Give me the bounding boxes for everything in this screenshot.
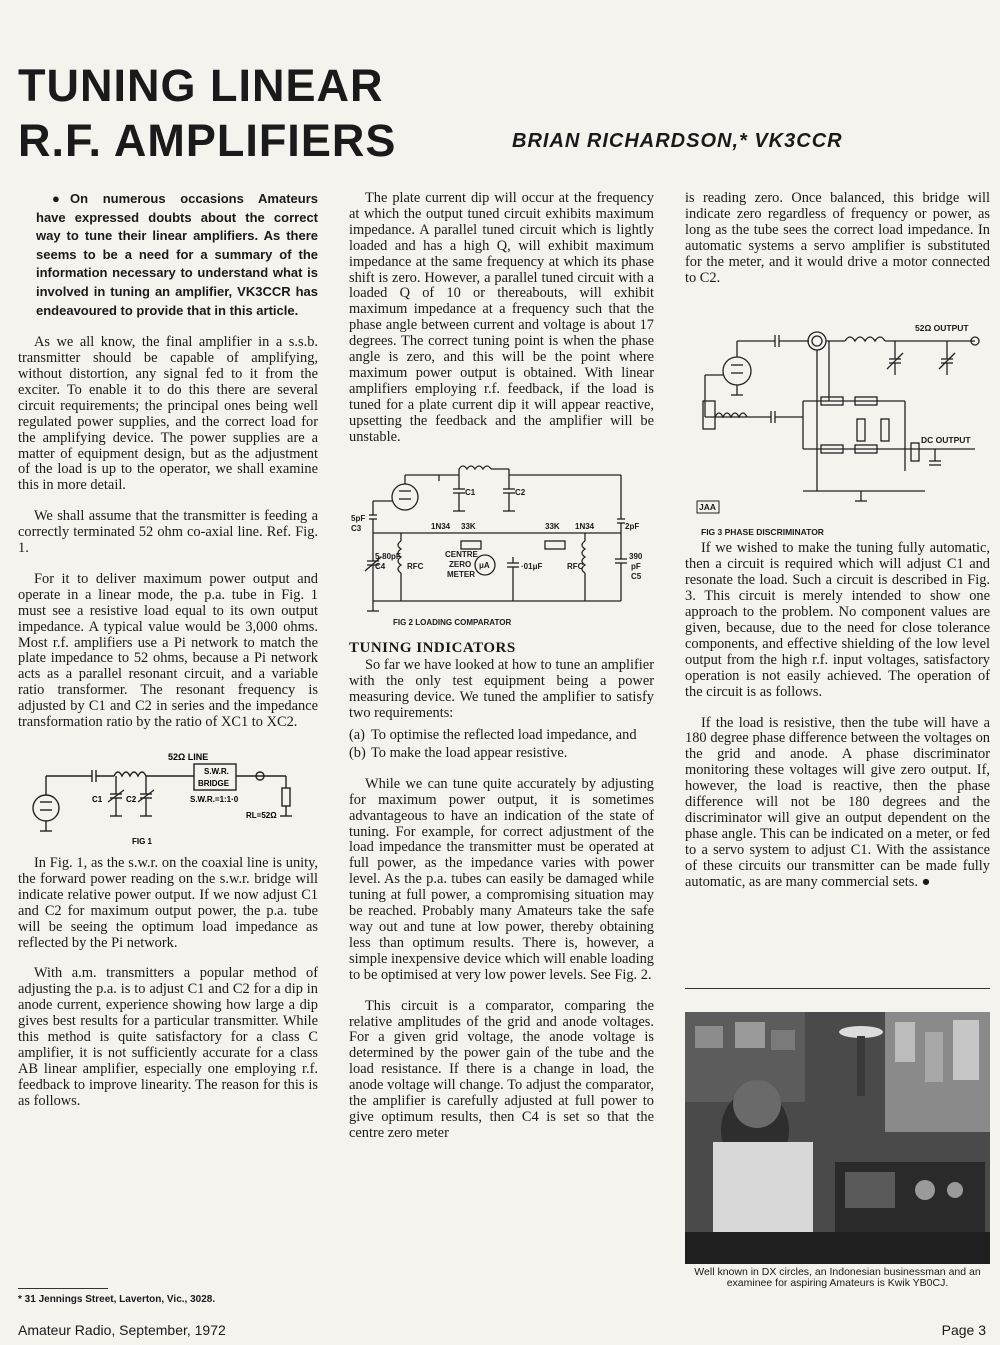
fig2-c1: C1: [465, 487, 476, 497]
fig2-meter-line1: CENTRE: [445, 549, 478, 559]
requirements-list: [349, 728, 654, 762]
fig2-c4-label: C4: [375, 561, 386, 571]
footer-page-number: Page 3: [941, 1322, 986, 1338]
paragraph: So far we have looked at how to tune an amplifier with the only test equipment being a power measuring device. We tuned the amplifier to satisfy two requirements:: [349, 657, 654, 722]
paragraph: [685, 716, 990, 891]
fig1-line-label: 52Ω LINE: [168, 752, 209, 762]
fig2-rfc2: RFC: [567, 561, 584, 571]
figure-3-circuit: [685, 301, 990, 541]
footnote-rule: [18, 1288, 108, 1289]
fig2-cap-mid: ·01μF: [521, 561, 543, 571]
fig2-c5-value: 390: [629, 551, 643, 561]
column-3: [685, 191, 990, 905]
title-line-1: TUNING LINEAR: [18, 60, 384, 111]
end-mark-icon: ●: [921, 873, 931, 890]
footer-publication: Amateur Radio, September, 1972: [18, 1322, 226, 1338]
fig2-meter-line2: ZERO: [449, 559, 472, 569]
fig2-rfc1: RFC: [407, 561, 424, 571]
fig1-swr-ratio: S.W.R.=1:1·0: [190, 795, 239, 804]
fig2-c5-unit: pF: [631, 561, 641, 571]
list-item: [349, 728, 654, 744]
paragraph: If we wished to make the tuning fully automatic, then a circuit is required which will adjust C1 and resonate the load. Such a circuit is described in Fig. 3. This circuit is merely intended to show one approach to the problem. No component values are given, because, due to the need for close tolerance components, and effective shielding of the low level output from the high r.f. input voltages, satisfactory operation is not easily achieved. The operation of the circuit is as follows.: [685, 540, 990, 700]
list-item-text: To make the load appear resistive.: [371, 744, 568, 761]
fig1-bridge-label: BRIDGE: [198, 779, 230, 788]
intro-paragraph: [36, 190, 318, 320]
photograph: [685, 1012, 990, 1264]
paragraph: We shall assume that the transmitter is feeding a correctly terminated 52 ohm co-axial line. Ref. Fig. 1.: [18, 508, 318, 557]
fig2-r1: 33K: [461, 521, 476, 531]
divider: [685, 988, 990, 989]
paragraph-text: If the load is resistive, then the tube will have a 180 degree phase difference between the voltages on the grid and anode. A phase discriminator monitoring these voltages will give zero output. If, however, the load is reactive, then the phase difference will not be 180 degrees and the discriminator will give an output dependent on the phase angle. This can be indicated on a meter, or fed to a servo system to adjust C1. With the assistance of these circuits our transmitter can be made fully automatic, as are many commercial sets.: [685, 714, 990, 890]
fig3-tag: JAA: [699, 502, 717, 513]
figure-2-circuit: [349, 461, 654, 633]
section-heading: TUNING INDICATORS: [349, 639, 516, 656]
paragraph: The plate current dip will occur at the frequency at which the output tuned circuit exhibits maximum impedance. A parallel tuned circuit which is lightly loaded and has a high Q, will exhibit maximum impedance at the same frequency at which its phase shift is zero. However, a parallel tuned circuit with a loaded Q of 10 or thereabouts, will exhibit maximum impedance at a frequency such that the phase angle between current and voltage is about 17 degrees. The correct tuning point is when the phase angle is zero, and this will be the point where maximum power output is obtained. With linear amplifiers employing r.f. feedback, if the load is tuned for a plate current dip it will appear reactive, upsetting the feedback and the amplifier will be unstable.: [349, 190, 654, 445]
fig2-c-right: 2pF: [625, 521, 640, 531]
intro-text: On numerous occasions Amateurs have expressed doubts about the correct way to tune their linear amplifiers. As there seems to be a need for a summary of the information necessary to understand what is involved in tuning an amplifier, VK3CCR has endeavoured to provide that in this article.: [36, 191, 318, 318]
list-item-label: (a): [349, 727, 365, 744]
fig3-caption: FIG 3 PHASE DISCRIMINATOR: [701, 527, 824, 538]
list-item-label: (b): [349, 744, 366, 761]
fig2-c2: C2: [515, 487, 526, 497]
fig3-output-dc: DC OUTPUT: [921, 435, 971, 446]
fig2-meter-symbol: μA: [479, 560, 490, 570]
photo-scene: [685, 1012, 990, 1264]
paragraph: As we all know, the final amplifier in a s.s.b. transmitter should be capable of amplifying, without distortion, any signal fed to it from the exciter. To enable it to do this there are several circuit requirements; the principal ones being well regulated power supplies, and the correct load for the amplifying device. The power supplies are a matter of equipment design, but as the adjustment of the load is up to the operator, we shall examine this in more detail.: [18, 334, 318, 494]
author-byline: BRIAN RICHARDSON,* VK3CCR: [512, 130, 843, 152]
fig2-meter-line3: METER: [447, 569, 475, 579]
paragraph: While we can tune quite accurately by adjusting for maximum power output, it is sometimes advantageous to have an indication of the state of tuning. For example, for correct adjustment of the load impedance the transmitter must be operated at full power, as the impedance varies with power level. As the p.a. tubes can easily be damaged while tuning at full power, a compromising situation may be reached. Probably many Amateurs take the safe way out and tune at low power, thereby obtaining less than optimum results. There is, however, a simple inexpensive device which will enable loading to be optimised at very low power levels. See Fig. 2.: [349, 775, 654, 983]
paragraph: is reading zero. Once balanced, this bridge will indicate zero regardless of frequency or power, as long as the tube sees the correct load impedance. In automatic systems a servo amplifier is substituted for the meter, and it would drive a motor connected to C2.: [685, 190, 990, 286]
list-item: [349, 746, 654, 762]
fig1-c1-label: C1: [92, 795, 103, 804]
column-1: [18, 190, 318, 1125]
paragraph: In Fig. 1, as the s.w.r. on the coaxial line is unity, the forward power reading on the s.w.r. bridge will indicate relative power output. If we now adjust C1 and C2 for maximum output power, the p.a. tube will be seeing the optimum load impedance as reflected by the Pi network.: [18, 855, 318, 951]
paragraph: This circuit is a comparator, comparing the relative amplitudes of the grid and anode voltages. For a given grid voltage, the anode voltage is determined by the power gain of the tube and the load resistance. If there is a change in load, the anode voltage will change. To adjust the comparator, the amplifier is carefully adjusted at full power to give optimum results, then C4 is set so that the centre zero meter: [349, 997, 654, 1141]
fig2-d1: 1N34: [431, 521, 451, 531]
fig2-r2: 33K: [545, 521, 560, 531]
fig1-rl-label: RL=52Ω: [246, 811, 277, 820]
fig2-caption: FIG 2 LOADING COMPARATOR: [393, 617, 512, 627]
list-item-text: To optimise the reflected load impedance, and: [371, 727, 637, 744]
fig2-c3-label: C3: [351, 523, 362, 533]
fig1-swr-label: S.W.R.: [204, 767, 229, 776]
figure-1-circuit: [18, 746, 318, 856]
fig3-output-rf: 52Ω OUTPUT: [915, 323, 969, 334]
bullet-icon: ●: [52, 191, 60, 206]
footnote: * 31 Jennings Street, Laverton, Vic., 3028.: [18, 1294, 216, 1305]
photo-caption: Well known in DX circles, an Indonesian businessman and an examinee for aspiring Amateurs is Kwik YB0CJ.: [694, 1266, 981, 1289]
paragraph: With a.m. transmitters a popular method of adjusting the p.a. is to adjust C1 and C2 for a dip in anode current, experience showing how large a dip gives best results for a particular transmitter. While this method is quite satisfactory for a class C amplifier, it is not sufficiently accurate for a class AB linear amplifier, especially one employing r.f. feedback to improve linearity. The reason for this is as follows.: [18, 965, 318, 1109]
paragraph: For it to deliver maximum power output and operate in a linear mode, the p.a. tube in Fig. 1 must see a resistive load equal to its own output impedance. A typical value would be 3,000 ohms. Most r.f. amplifiers use a Pi network to match the plate impedance to 52 ohms, because a Pi network acts as a parallel resonant circuit, and a variable ratio transformer. The resonant frequency is adjusted by C1 and C2 in series and the impedance transformation ratio by the ratio of XC1 to XC2.: [18, 570, 318, 731]
fig1-caption: FIG 1: [132, 837, 153, 846]
fig2-c5-label: C5: [631, 571, 642, 581]
fig2-c4-value: 5-80pF: [375, 551, 401, 561]
fig2-d2: 1N34: [575, 521, 595, 531]
column-2: [349, 191, 654, 1157]
article-title: [18, 58, 498, 168]
fig1-c2-label: C2: [126, 795, 137, 804]
fig2-c3-value: 5pF: [351, 513, 366, 523]
title-line-2: R.F. AMPLIFIERS: [18, 115, 397, 166]
